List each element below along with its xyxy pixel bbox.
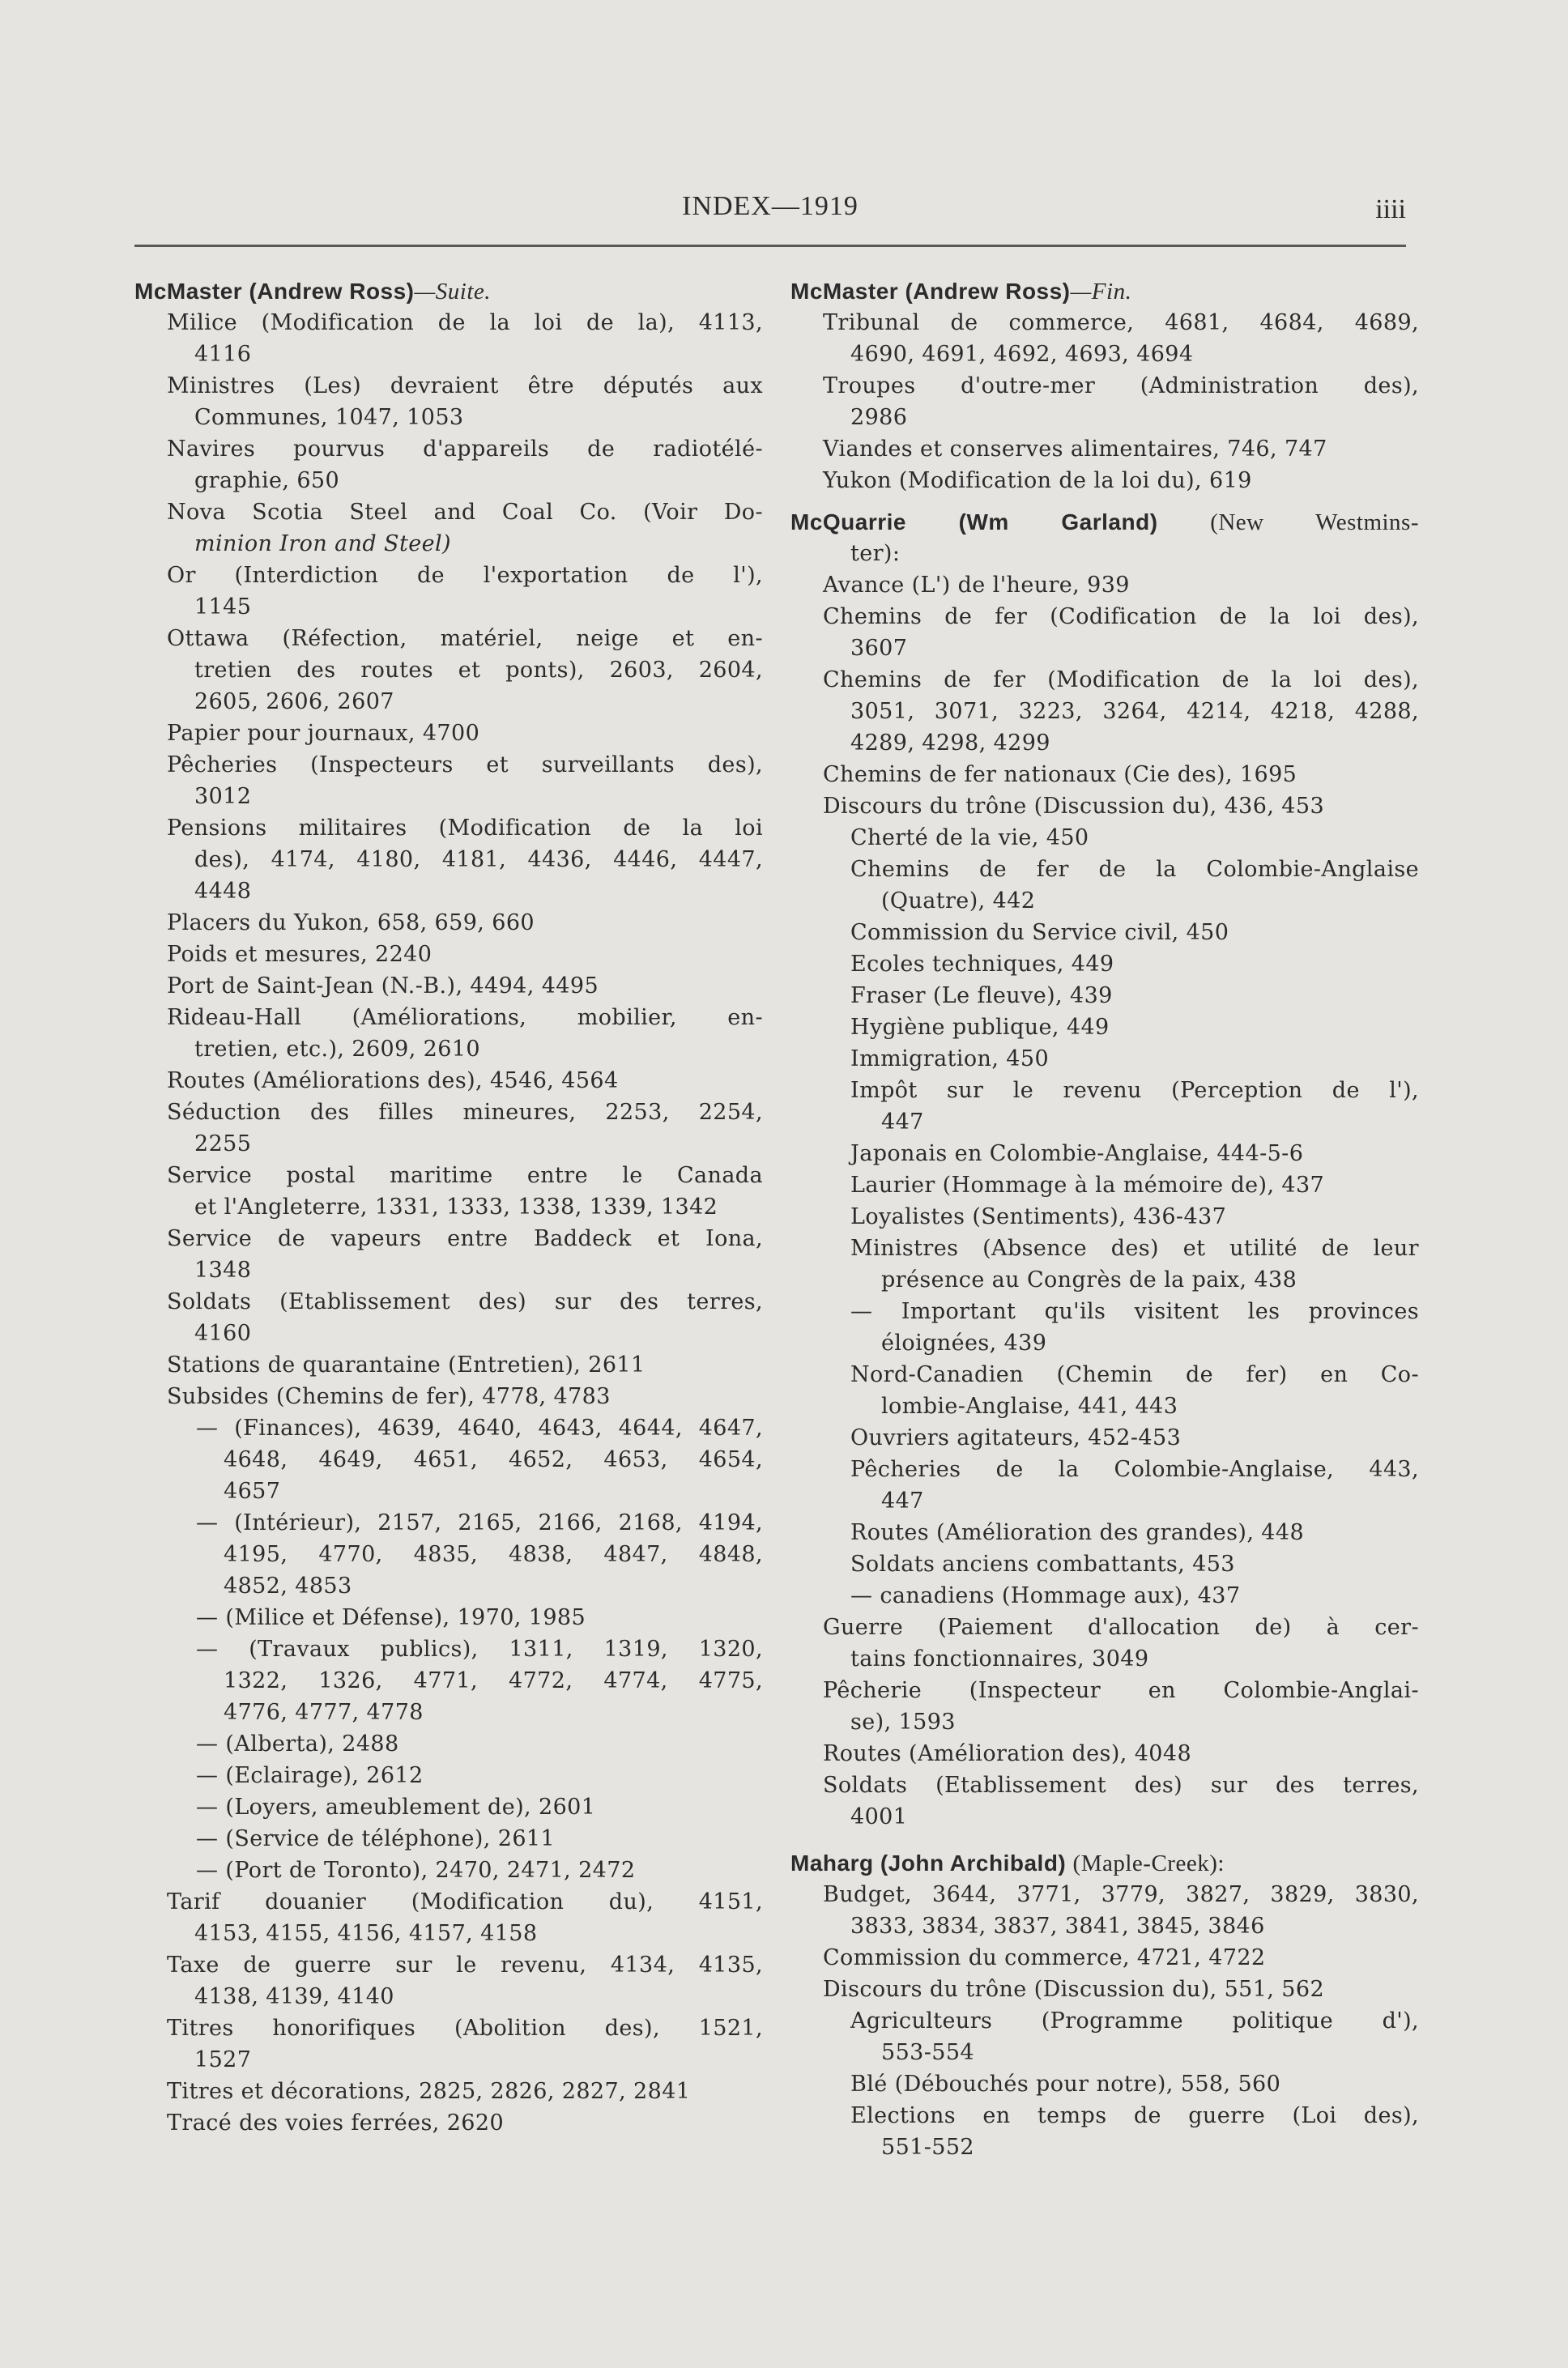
index-line: Taxe de guerre sur le revenu, 4134, 4135, <box>167 1953 763 1978</box>
index-line: Tribunal de commerce, 4681, 4684, 4689, <box>823 310 1419 335</box>
index-line: (Quatre), 442 <box>881 888 1036 914</box>
index-line: Elections en temps de guerre (Loi des), <box>850 2103 1419 2128</box>
index-line: 4160 <box>194 1321 252 1346</box>
index-line: Ecoles techniques, 449 <box>850 952 1114 977</box>
index-line: Soldats (Etablissement des) sur des terres, <box>167 1289 763 1314</box>
index-line: Nord-Canadien (Chemin de fer) en Co- <box>850 1362 1419 1387</box>
index-line: — (Milice et Défense), 1970, 1985 <box>196 1605 586 1630</box>
heading-name: McMaster (Andrew Ross) <box>134 279 415 304</box>
index-line: Immigration, 450 <box>850 1046 1050 1071</box>
index-line: tretien, etc.), 2609, 2610 <box>194 1037 480 1062</box>
index-line: 4657 <box>224 1479 281 1504</box>
index-line: Budget, 3644, 3771, 3779, 3827, 3829, 3830, <box>823 1882 1419 1907</box>
index-line: Ministres (Absence des) et utilité de leur <box>850 1236 1419 1261</box>
index-line: Titres et décorations, 2825, 2826, 2827, 2841 <box>167 2079 691 2104</box>
index-line: et l'Angleterre, 1331, 1333, 1338, 1339, 1342 <box>194 1195 718 1220</box>
index-line: Routes (Amélioration des), 4048 <box>823 1741 1192 1766</box>
index-line: se), 1593 <box>850 1710 956 1735</box>
index-line: — (Eclairage), 2612 <box>196 1763 424 1788</box>
index-line: Loyalistes (Sentiments), 436-437 <box>850 1204 1227 1229</box>
index-line: 4648, 4649, 4651, 4652, 4653, 4654, <box>224 1447 763 1472</box>
index-line: Soldats anciens combattants, 453 <box>850 1552 1235 1577</box>
index-line: Tracé des voies ferrées, 2620 <box>167 2110 505 2136</box>
index-line: 2255 <box>194 1131 252 1156</box>
index-line: Service postal maritime entre le Canada <box>167 1163 763 1188</box>
index-line: 4690, 4691, 4692, 4693, 4694 <box>850 342 1194 367</box>
index-line: Cherté de la vie, 450 <box>850 825 1089 850</box>
index-line: 3012 <box>194 784 252 809</box>
index-line: 1527 <box>194 2047 252 2072</box>
entry-heading <box>134 275 763 307</box>
index-line: Pêcheries (Inspecteurs et surveillants des), <box>167 752 763 777</box>
index-line: Hygiène publique, 449 <box>850 1015 1110 1040</box>
index-line: 3051, 3071, 3223, 3264, 4214, 4218, 4288, <box>850 699 1419 724</box>
index-line: — (Finances), 4639, 4640, 4643, 4644, 4647, <box>196 1416 763 1441</box>
index-line: — (Service de téléphone), 2611 <box>196 1826 556 1851</box>
index-line: 4195, 4770, 4835, 4838, 4847, 4848, <box>224 1542 763 1567</box>
index-line: — canadiens (Hommage aux), 437 <box>850 1583 1241 1608</box>
left-column <box>134 275 763 2139</box>
index-line: Milice (Modification de la loi de la), 4113, <box>167 310 763 335</box>
index-line: minion Iron and Steel) <box>194 531 451 556</box>
heading-place: (New Westmins- <box>1210 509 1419 535</box>
index-line: Commission du Service civil, 450 <box>850 920 1229 945</box>
index-line: Pêcherie (Inspecteur en Colombie-Anglai- <box>823 1678 1419 1703</box>
index-line: éloignées, 439 <box>881 1331 1047 1356</box>
index-line: Guerre (Paiement d'allocation de) à cer- <box>823 1615 1419 1640</box>
index-line: Port de Saint-Jean (N.-B.), 4494, 4495 <box>167 973 599 999</box>
index-line: Viandes et conserves alimentaires, 746, 747 <box>823 437 1327 462</box>
index-line: Chemins de fer de la Colombie-Anglaise <box>850 857 1419 882</box>
index-line: des), 4174, 4180, 4181, 4436, 4446, 4447, <box>194 847 763 872</box>
index-line: — (Intérieur), 2157, 2165, 2166, 2168, 4194, <box>196 1510 763 1535</box>
page-number: iiii <box>1375 194 1406 224</box>
index-line: Pensions militaires (Modification de la loi <box>167 816 763 841</box>
index-line: Placers du Yukon, 658, 659, 660 <box>167 910 535 935</box>
index-line: 4852, 4853 <box>224 1574 352 1599</box>
index-line: 1348 <box>194 1258 252 1283</box>
index-line: Poids et mesures, 2240 <box>167 942 432 967</box>
index-line: Routes (Amélioration des grandes), 448 <box>850 1520 1305 1545</box>
right-column <box>790 275 1419 2163</box>
index-line: Commission du commerce, 4721, 4722 <box>823 1945 1266 1970</box>
heading-name: McQuarrie (Wm Garland) <box>790 509 1158 535</box>
index-line: 4001 <box>850 1804 908 1829</box>
index-line: Tarif douanier (Modification du), 4151, <box>167 1889 763 1914</box>
index-line: Subsides (Chemins de fer), 4778, 4783 <box>167 1384 611 1409</box>
index-line: 4776, 4777, 4778 <box>224 1700 424 1725</box>
index-line: Stations de quarantaine (Entretien), 2611 <box>167 1352 646 1378</box>
index-line: Nova Scotia Steel and Coal Co. (Voir Do- <box>167 500 763 525</box>
index-line: 4116 <box>194 342 252 367</box>
entry-heading <box>790 506 1419 538</box>
index-line: Agriculteurs (Programme politique d'), <box>850 2008 1419 2034</box>
index-line: — (Loyers, ameublement de), 2601 <box>196 1795 596 1820</box>
index-line: Or (Interdiction de l'exportation de l'), <box>167 563 763 588</box>
index-line: 4289, 4298, 4299 <box>850 730 1050 756</box>
index-line: Chemins de fer (Modification de la loi des), <box>823 667 1419 692</box>
index-line: Service de vapeurs entre Baddeck et Iona, <box>167 1226 763 1251</box>
index-line: 447 <box>881 1109 924 1135</box>
index-line: Ouvriers agitateurs, 452-453 <box>850 1425 1182 1450</box>
index-line: ter): <box>850 541 901 566</box>
heading-place: (Maple-Creek): <box>1072 1851 1225 1876</box>
index-line: Titres honorifiques (Abolition des), 1521, <box>167 2016 763 2041</box>
index-line: Laurier (Hommage à la mémoire de), 437 <box>850 1173 1325 1198</box>
index-line: Avance (L') de l'heure, 939 <box>823 573 1130 598</box>
entry-heading <box>790 1847 1419 1879</box>
index-line: Chemins de fer (Codification de la loi des), <box>823 604 1419 629</box>
index-line: Pêcheries de la Colombie-Anglaise, 443, <box>850 1457 1419 1482</box>
index-line: Rideau-Hall (Améliorations, mobilier, en- <box>167 1005 763 1030</box>
heading-name: Maharg (John Archibald) <box>790 1851 1067 1876</box>
heading-suffix: —Suite. <box>414 279 492 305</box>
heading-suffix: —Fin. <box>1070 279 1132 305</box>
index-line: — (Travaux publics), 1311, 1319, 1320, <box>196 1637 763 1662</box>
index-line: Routes (Améliorations des), 4546, 4564 <box>167 1068 619 1093</box>
index-line: Yukon (Modification de la loi du), 619 <box>823 468 1252 493</box>
index-line: 1322, 1326, 4771, 4772, 4774, 4775, <box>224 1668 763 1693</box>
index-line: tains fonctionnaires, 3049 <box>850 1646 1149 1672</box>
index-line: Discours du trône (Discussion du), 551, 562 <box>823 1977 1325 2002</box>
index-line: — (Alberta), 2488 <box>196 1731 399 1757</box>
index-line: Ottawa (Réfection, matériel, neige et en- <box>167 626 763 651</box>
index-line: Ministres (Les) devraient être députés aux <box>167 373 763 398</box>
index-line: 3607 <box>850 636 908 661</box>
index-line: Fraser (Le fleuve), 439 <box>850 983 1113 1008</box>
index-line: 553-554 <box>881 2040 974 2065</box>
index-line: 447 <box>881 1489 924 1514</box>
heading-name: McMaster (Andrew Ross) <box>790 279 1071 304</box>
index-line: 1145 <box>194 594 252 620</box>
index-line: Soldats (Etablissement des) sur des terres, <box>823 1773 1419 1798</box>
index-line: Séduction des filles mineures, 2253, 2254, <box>167 1100 763 1125</box>
running-head <box>134 185 1406 233</box>
index-line: graphie, 650 <box>194 468 340 493</box>
entry-heading <box>790 275 1419 307</box>
index-line: Navires pourvus d'appareils de radiotélé- <box>167 437 763 462</box>
entry-gap <box>790 1833 1419 1847</box>
entry-gap <box>790 496 1419 506</box>
index-line: lombie-Anglaise, 441, 443 <box>881 1394 1178 1419</box>
index-line: 2986 <box>850 405 908 430</box>
index-line: Japonais en Colombie-Anglaise, 444-5-6 <box>850 1141 1304 1166</box>
index-line: — Important qu'ils visitent les provinces <box>850 1299 1419 1324</box>
page-title: INDEX—1919 <box>682 191 859 221</box>
index-line: 3833, 3834, 3837, 3841, 3845, 3846 <box>850 1914 1265 1939</box>
index-line: Impôt sur le revenu (Perception de l'), <box>850 1078 1419 1103</box>
index-line: présence au Congrès de la paix, 438 <box>881 1267 1297 1293</box>
index-line: Blé (Débouchés pour notre), 558, 560 <box>850 2072 1281 2097</box>
header-rule <box>134 245 1406 247</box>
index-line: 4448 <box>194 879 252 904</box>
index-line: Discours du trône (Discussion du), 436, 453 <box>823 794 1325 819</box>
index-line: 4138, 4139, 4140 <box>194 1984 394 2009</box>
index-line: 2605, 2606, 2607 <box>194 689 394 714</box>
index-line: 4153, 4155, 4156, 4157, 4158 <box>194 1921 538 1946</box>
index-line: Communes, 1047, 1053 <box>194 405 464 430</box>
index-line: — (Port de Toronto), 2470, 2471, 2472 <box>196 1858 636 1883</box>
index-line: tretien des routes et ponts), 2603, 2604, <box>194 658 763 683</box>
index-line: Troupes d'outre-mer (Administration des), <box>823 373 1419 398</box>
index-line: Papier pour journaux, 4700 <box>167 721 480 746</box>
index-line: Chemins de fer nationaux (Cie des), 1695 <box>823 762 1297 787</box>
index-line: 551-552 <box>881 2135 974 2160</box>
